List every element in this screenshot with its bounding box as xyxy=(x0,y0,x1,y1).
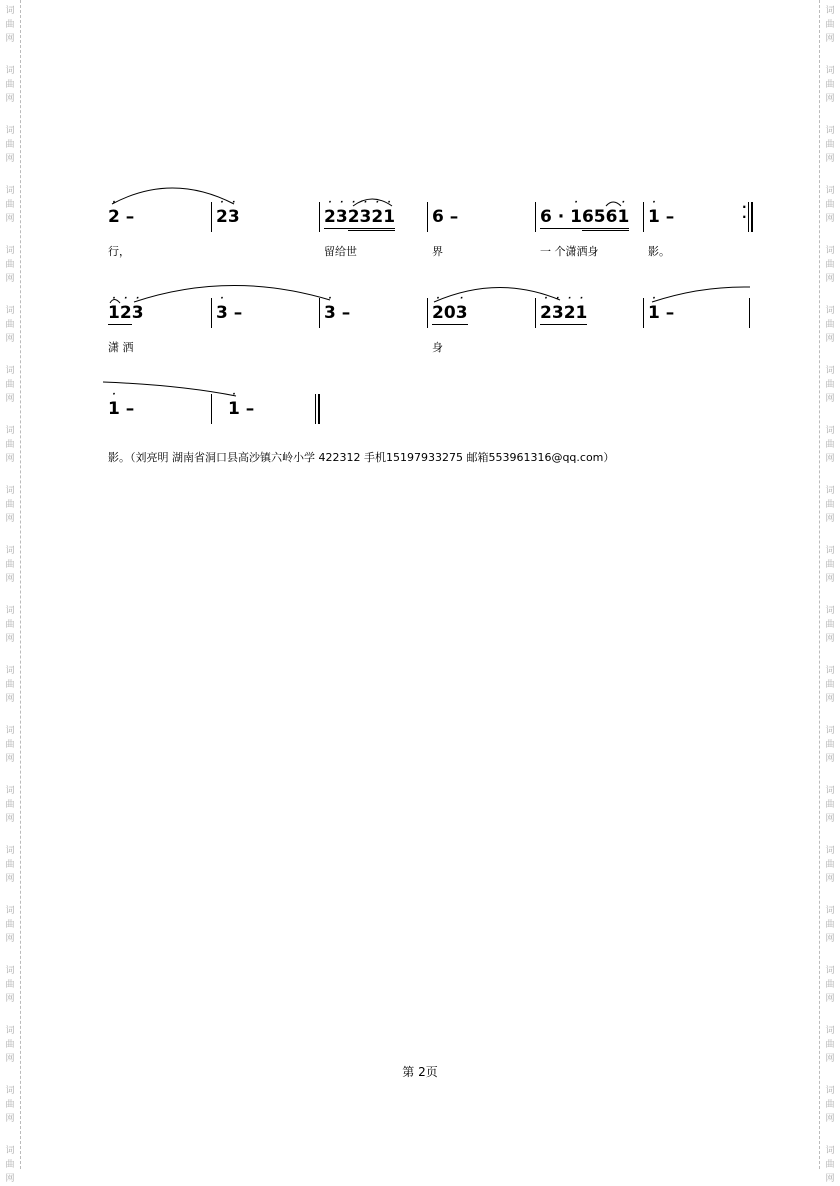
watermark-text: 词曲网 xyxy=(825,726,835,764)
repeat-dots: · · xyxy=(742,200,747,224)
watermark-text: 词曲网 xyxy=(5,846,15,884)
note-group: 2 · 3 · xyxy=(216,198,240,227)
watermark-text: 词曲网 xyxy=(5,66,15,104)
lyric: 一 个潇洒身 xyxy=(540,245,599,258)
watermark-text: 词曲网 xyxy=(5,246,15,284)
watermark-text: 词曲网 xyxy=(825,966,835,1004)
watermark-text: 词曲网 xyxy=(5,126,15,164)
lyric: 影。 xyxy=(648,245,670,258)
barline xyxy=(315,394,316,424)
note-group: 1 · – xyxy=(648,294,675,323)
watermark-text: 词曲网 xyxy=(5,1086,15,1124)
watermark-text: 词曲网 xyxy=(825,1146,835,1184)
watermark-text: 词曲网 xyxy=(825,546,835,584)
note-group: 2 · 3 · 2 · 1 · xyxy=(540,294,588,323)
page-number: 第 2页 xyxy=(402,1065,438,1079)
watermark-text: 词曲网 xyxy=(5,786,15,824)
watermark-text: 词曲网 xyxy=(825,426,835,464)
watermark-text: 词曲网 xyxy=(5,546,15,584)
lyric-and-credits: 影。（刘亮明 湖南省洞口县高沙镇六岭小学 422312 手机15197933275 邮箱553961316@qq.com） xyxy=(108,451,615,464)
watermark-text: 词曲网 xyxy=(825,6,835,44)
watermark-text: 词曲网 xyxy=(825,786,835,824)
note-group: 3 · – xyxy=(216,294,243,323)
barline xyxy=(748,202,749,232)
lyric: 留给世 xyxy=(324,245,357,258)
watermark-text: 词曲网 xyxy=(5,666,15,704)
watermark-text: 词曲网 xyxy=(825,1026,835,1064)
watermark-text: 词曲网 xyxy=(825,366,835,404)
note-group: 2 · – xyxy=(108,198,135,227)
barline xyxy=(427,202,428,232)
note-group: 1 · – xyxy=(108,390,135,419)
watermark-text: 词曲网 xyxy=(825,66,835,104)
watermark-text: 词曲网 xyxy=(825,486,835,524)
lyric: 潇 洒 xyxy=(108,341,134,354)
watermark-text: 词曲网 xyxy=(825,186,835,224)
barline xyxy=(211,298,212,328)
watermark-text: 词曲网 xyxy=(825,246,835,284)
barline xyxy=(211,202,212,232)
watermark-text: 词曲网 xyxy=(5,306,15,344)
barline xyxy=(319,202,320,232)
watermark-text: 词曲网 xyxy=(5,426,15,464)
watermark-text: 词曲网 xyxy=(5,966,15,1004)
note-group: 2 · 03 · xyxy=(432,294,468,323)
slur xyxy=(103,382,236,396)
note-group: 1 · 2 · 3 · xyxy=(108,294,144,323)
barline xyxy=(535,202,536,232)
note-group: 1 · – xyxy=(228,390,255,419)
barline xyxy=(319,298,320,328)
watermark-text: 词曲网 xyxy=(825,306,835,344)
watermark-text: 词曲网 xyxy=(5,486,15,524)
barline xyxy=(427,298,428,328)
barline xyxy=(749,298,750,328)
lyric: 身 xyxy=(432,341,443,354)
watermark-text: 词曲网 xyxy=(5,1146,15,1184)
watermark-text: 词曲网 xyxy=(5,726,15,764)
lyric: 界 xyxy=(432,245,443,258)
note-group: 6 – xyxy=(432,207,459,227)
lyric: 行， xyxy=(108,245,130,258)
watermark-text: 词曲网 xyxy=(5,606,15,644)
note-group: 1 · – xyxy=(648,198,675,227)
watermark-text: 词曲网 xyxy=(5,366,15,404)
slur xyxy=(134,285,330,302)
final-barline xyxy=(318,394,320,424)
slur xyxy=(652,287,750,302)
note-group: 6 · 1 · 6561 · xyxy=(540,207,629,227)
watermark-text: 词曲网 xyxy=(825,606,835,644)
watermark-text: 词曲网 xyxy=(825,1086,835,1124)
barline xyxy=(643,298,644,328)
barline xyxy=(535,298,536,328)
watermark-text: 词曲网 xyxy=(5,6,15,44)
watermark-text: 词曲网 xyxy=(825,666,835,704)
watermark-text: 词曲网 xyxy=(5,1026,15,1064)
barline xyxy=(643,202,644,232)
note-group: 3 · – xyxy=(324,294,351,323)
watermark-text: 词曲网 xyxy=(825,846,835,884)
note-group: 2 · 3 · 2 · 3 · 2 · 1 · xyxy=(324,207,395,227)
watermark-text: 词曲网 xyxy=(5,186,15,224)
watermark-text: 词曲网 xyxy=(825,906,835,944)
barline xyxy=(211,394,212,424)
watermark-text: 词曲网 xyxy=(825,126,835,164)
watermark-text: 词曲网 xyxy=(5,906,15,944)
final-barline xyxy=(751,202,753,232)
